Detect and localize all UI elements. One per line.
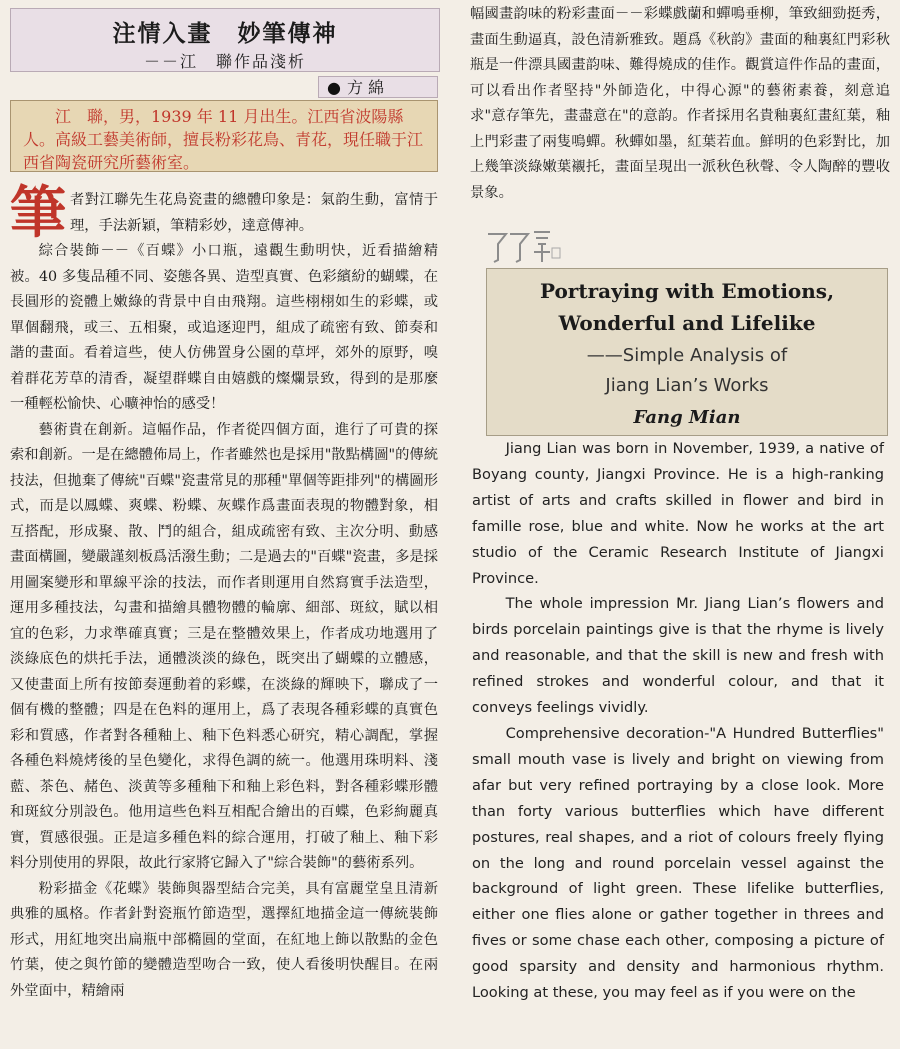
seal-stamp bbox=[484, 226, 564, 266]
paragraph: 藝術貴在創新。這幅作品，作者從四個方面，進行了可貴的探索和創新。一是在總體佈局上，作者雖然也是採用"散點構圖"的傳統技法，但拋棄了傳統"百蝶"瓷畫常見的那種"單個等距排列"的構圖形式，而是以鳳蝶、爽蝶、粉蝶、灰蝶作爲畫面表現的物體對象，相互搭配，形成聚、散、鬥的組合，組成疏密有致、主次分明、動感畫面構圖，變嚴謹刻板爲活潑生動；二是過去的"百蝶"瓷畫，多是採用圖案變形和單線平涂的技法，而作者則運用自然寫實手法造型，運用多種技法，勾畫和描繪具體物體的輪廓、細部、斑紋，賦以相宜的色彩，力求準確真實；三是在整體效果上，作者成功地選用了淡綠底色的烘托手法，通體淡淡的綠色，既突出了蝴蝶的立體感，又使畫面上所有按節奏運動着的彩蝶，在淡綠的輝映下，聯成了一個有機的整體；四是在色料的運用上，爲了表現各種彩蝶的真實色彩和質感，作者對各種釉上、釉下色料悉心研究，精心調配，掌握各種色料燒烤後的呈色變化，求得色調的統一。他選用珠明料、淺藍、茶色、赭色、淡黄等多種釉下和釉上彩色料，對各種彩蝶形體和斑紋分別設色。他用這些色料互相配合繪出的百蝶，色彩絢麗真實，質感很强。正是這多種色料的綜合運用，打破了釉上、釉下彩料分別使用的界限，故此行家將它歸入了"綜合裝飾"的藝術系列。 bbox=[10, 421, 438, 871]
paragraph: 幅國畫韵味的粉彩畫面－－彩蝶戲蘭和蟬鳴垂柳，筆致細勁挺秀，畫面生動逼真，設色清新雅致。題爲《秋韵》畫面的釉裏紅門彩秋瓶是一件漂具國畫韵味、難得燒成的佳作。觀賞這件作品的畫面，可以看出作者堅持"外師造化，中得心源"的藝術素養，刻意追求"意存筆先，畫盡意在"的意韵。作者採用名貴釉裏紅畫紅葉，釉上門彩畫了兩隻鳴蟬。秋蟬如墨，紅葉若血。鮮明的色彩對比，加上幾筆淡綠嫩葉襯托，畫面呈現出一派秋色秋聲、令人陶醉的豐收景象。 bbox=[470, 6, 890, 201]
dropcap: 筆 bbox=[10, 180, 66, 246]
english-title-box bbox=[486, 268, 888, 436]
left-column bbox=[10, 180, 438, 1004]
page-subtitle: －－江 聯作品淺析 bbox=[143, 52, 306, 71]
paragraph: Jiang Lian was born in November, 1939, a native of Boyang county, Jiangxi Province. He is a high-ranking artist of arts and crafts skilled in flower and bird in famille rose, blue and white. Now he works at the art studio of the Ceramic Research Institute of Jiangxi Province. bbox=[472, 440, 884, 587]
author-tag bbox=[318, 76, 438, 98]
paragraph: Comprehensive decoration-"A Hundred Butterflies" small mouth vase is lively and bright on viewing from afar but very refined portraying by a close look. More than forty various butterflies which have different postures, real shapes, and a riot of colours freely flying on the long and round porcelain vessel against the background of light green. These lifelike butterflies, either one flies alone or gather together in threes and fives or some chase each other, composing a picture of good sparsity and density and harmonious rhythm. Looking at these, you may feel as if you were on the bbox=[472, 724, 884, 1002]
bullet-icon: ● bbox=[327, 78, 341, 97]
paragraph bbox=[10, 180, 438, 246]
bio-box bbox=[10, 100, 438, 172]
page-title: 注情入畫 妙筆傳神 bbox=[112, 20, 338, 47]
right-column-english bbox=[472, 436, 884, 1006]
title-box bbox=[10, 8, 440, 72]
paragraph: 粉彩描金《花蝶》裝飾與器型結合完美，具有富麗堂皇且清新典雅的風格。作者針對瓷瓶竹節造型，選擇紅地描金這一傳統裝飾形式，用紅地突出扁瓶中部橢圓的堂面，在紅地上飾以散點的金色竹葉，使之與竹節的變體造型吻合一致，使人看後明快醒目。在兩外堂面中，精繪兩 bbox=[10, 880, 438, 999]
english-author: Fang Mian bbox=[633, 407, 741, 428]
paragraph-text: 者對江聯先生花鳥瓷畫的總體印象是：氣韵生動，富情于理，手法新穎，筆精彩妙，達意傳神。 bbox=[70, 192, 438, 234]
paragraph: 綜合裝飾－－《百蝶》小口瓶，遠觀生動明快，近看描繪精被。40 多隻品種不同、姿態各異、造型真實、色彩繽紛的蝴蝶，在長圓形的瓷體上嫩綠的背景中自由飛翔。這些栩栩如生的彩蝶，或單個翻飛，或三、五相聚，或追逐迎門，組成了疏密有致、節奏和諧的畫面。看着這些，使人仿佛置身公園的草坪，郊外的原野，嗅着群花芳草的清香，凝望群蝶自由嬉戲的燦爛景致，得到的是那麼一種輕松愉快、心曠神怡的感受！ bbox=[10, 243, 438, 412]
paragraph: The whole impression Mr. Jiang Lian’s flowers and birds porcelain paintings give is that the rhyme is lively and reasonable, and that the skill is new and fresh with refined strokes and wonderful colour, and that it conveys feelings vividly. bbox=[472, 595, 884, 717]
english-subtitle-line-1: ——Simple Analysis of bbox=[586, 345, 788, 366]
english-subtitle-line-2: Jiang Lian’s Works bbox=[605, 375, 769, 396]
author-name: 方 綿 bbox=[346, 78, 385, 97]
english-title-line-1: Portraying with Emotions, bbox=[539, 279, 835, 303]
right-column-chinese bbox=[470, 2, 890, 206]
english-title-line-2: Wonderful and Lifelike bbox=[558, 311, 816, 335]
bio-text: 江 聯，男，1939 年 11 月出生。江西省波陽縣人。高級工藝美術師，擅長粉彩花鳥、青花，現任職于江西省陶瓷研究所藝術室。 bbox=[23, 107, 424, 172]
